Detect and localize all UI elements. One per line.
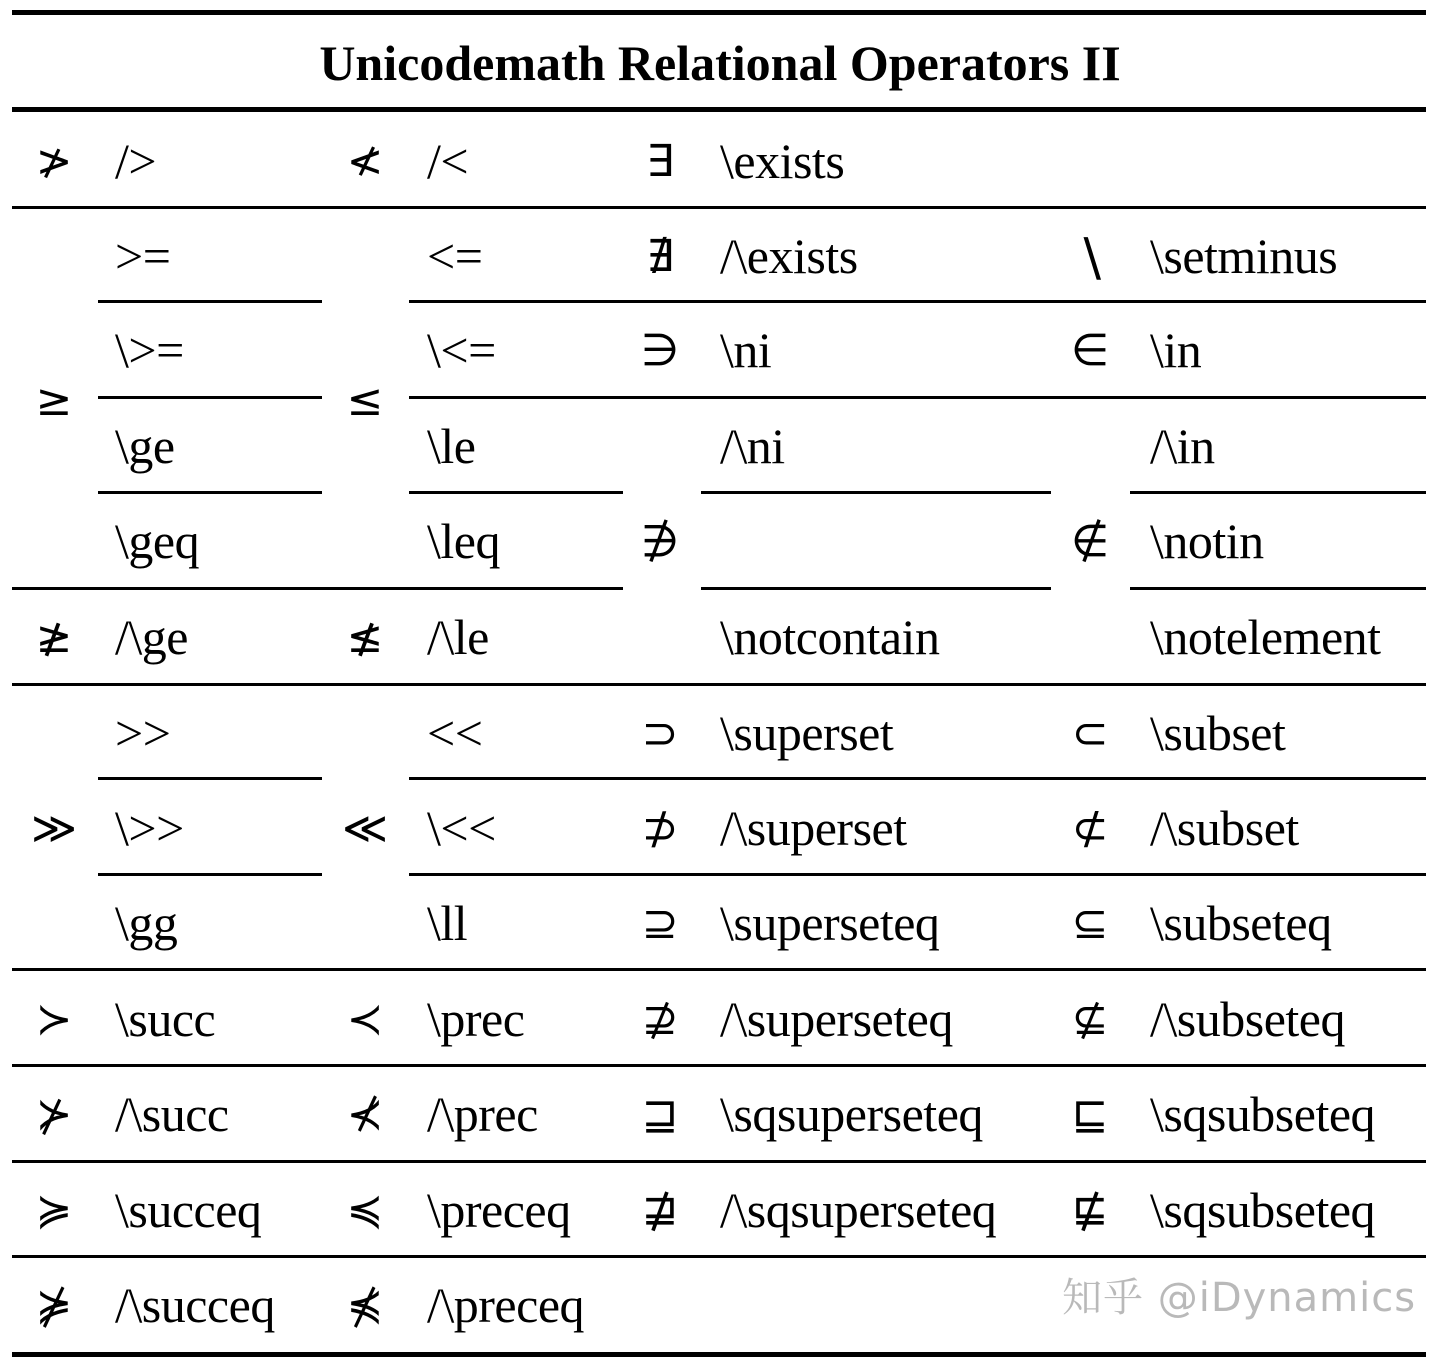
code-in: \in xyxy=(1150,322,1202,378)
code-not-ge: /\ge xyxy=(115,609,188,665)
code-notin-1: /\in xyxy=(1150,418,1215,474)
code-le-3: \le xyxy=(427,418,476,474)
code-not-prec: /\prec xyxy=(427,1086,538,1142)
code-ll-2: \<< xyxy=(427,800,496,856)
symbol-succeeds: ≻ xyxy=(35,994,73,1045)
code-succ: \succ xyxy=(115,991,216,1047)
code-le-1: <= xyxy=(427,228,483,284)
symbol-not-exists: ∄ xyxy=(646,231,674,282)
code-sqsubseteq: \sqsubseteq xyxy=(1150,1086,1376,1142)
code-gg-2: \>> xyxy=(115,800,184,856)
code-sqsuperseteq: \sqsuperseteq xyxy=(720,1086,983,1142)
symbol-subset: ⊂ xyxy=(1071,708,1109,759)
symbol-sq-superset-equal: ⊒ xyxy=(641,1089,679,1140)
code-gg-3: \gg xyxy=(115,895,178,951)
symbol-sq-subset-equal: ⊑ xyxy=(1071,1089,1109,1140)
symbol-superset-equal: ⊇ xyxy=(641,898,679,949)
symbol-not-superset-equal: ⊉ xyxy=(641,994,679,1045)
code-gg-1: >> xyxy=(115,705,171,761)
symbol-succeeds-equal: ≽ xyxy=(35,1185,73,1236)
code-prec: \prec xyxy=(427,991,525,1047)
code-superseteq: \superseteq xyxy=(720,895,940,951)
symbol-not-precedes-equal: ⋠ xyxy=(346,1280,384,1331)
code-succeq: \succeq xyxy=(115,1182,262,1238)
code-superset: \superset xyxy=(720,705,894,761)
symbol-much-greater: ≫ xyxy=(30,803,78,854)
symbol-not-subset-equal: ⊈ xyxy=(1071,994,1109,1045)
code-not-succeq: /\succeq xyxy=(115,1277,275,1333)
code-not-less: /< xyxy=(427,133,469,189)
symbol-not-contains: ∌ xyxy=(640,516,680,567)
code-subseteq: \subseteq xyxy=(1150,895,1332,951)
symbol-much-less: ≪ xyxy=(341,803,389,854)
code-not-preceq: /\preceq xyxy=(427,1277,585,1333)
symbol-not-precedes: ⊀ xyxy=(346,1089,384,1140)
row-separator xyxy=(12,587,623,590)
watermark: 知乎 @iDynamics xyxy=(1062,1275,1417,1321)
code-ge-3: \ge xyxy=(115,418,175,474)
symbol-exists: ∃ xyxy=(646,136,674,187)
symbol-precedes-equal: ≼ xyxy=(346,1185,384,1236)
symbol-not-sq-superset-equal: ⋣ xyxy=(641,1185,679,1236)
symbol-not-sq-subset-equal: ⋢ xyxy=(1071,1185,1109,1236)
code-ge-1: >= xyxy=(115,228,171,284)
symbol-not-succeeds: ⊁ xyxy=(35,1089,73,1140)
symbol-superset: ⊃ xyxy=(641,708,679,759)
code-not-succ: /\succ xyxy=(115,1086,229,1142)
code-not-greater: /> xyxy=(115,133,157,189)
symbol-subset-equal: ⊆ xyxy=(1071,898,1109,949)
row-separator xyxy=(409,396,1426,399)
code-not-sqsuperseteq: /\sqsuperseteq xyxy=(720,1182,997,1238)
symbol-setminus: ∖ xyxy=(1073,230,1107,290)
symbol-not-subset: ⊄ xyxy=(1071,803,1109,854)
code-ll-1: << xyxy=(427,705,483,761)
code-ll-3: \ll xyxy=(427,895,468,951)
table-title: Unicodemath Relational Operators II xyxy=(319,35,1121,91)
top-rule xyxy=(12,10,1426,15)
header-rule xyxy=(12,107,1426,112)
symbol-less-equal: ≤ xyxy=(346,375,384,426)
code-ni: \ni xyxy=(720,322,772,378)
code-notin-2: \notin xyxy=(1150,513,1264,569)
code-notni-3: \notcontain xyxy=(720,609,940,665)
symbol-greater-equal: ≥ xyxy=(35,375,73,426)
code-notin-3: \notelement xyxy=(1150,609,1381,665)
code-setminus: \setminus xyxy=(1150,228,1338,284)
code-not-le: /\le xyxy=(427,609,489,665)
symbol-not-element: ∉ xyxy=(1070,516,1110,567)
symbol-not-superset: ⊅ xyxy=(641,803,679,854)
symbol-not-greater-equal: ≱ xyxy=(35,612,73,663)
code-le-2: \<= xyxy=(427,322,496,378)
symbol-element-of: ∈ xyxy=(1070,325,1110,376)
symbol-not-succeeds-equal: ⋡ xyxy=(35,1280,73,1331)
code-not-superseteq: /\superseteq xyxy=(720,991,953,1047)
symbol-not-greater: ≯ xyxy=(35,136,73,187)
code-subset: \subset xyxy=(1150,705,1286,761)
symbol-contains: ∋ xyxy=(640,325,680,376)
code-ge-4: \geq xyxy=(115,513,200,569)
code-sqsubseteq-2: \sqsubseteq xyxy=(1150,1182,1376,1238)
code-ge-2: \>= xyxy=(115,322,184,378)
code-le-4: \leq xyxy=(427,513,500,569)
code-notni-1: /\ni xyxy=(720,418,785,474)
code-not-superset: /\superset xyxy=(720,800,907,856)
symbol-not-less-equal: ≰ xyxy=(346,612,384,663)
code-preceq: \preceq xyxy=(427,1182,571,1238)
code-exists: \exists xyxy=(720,133,845,189)
symbol-precedes: ≺ xyxy=(346,994,384,1045)
symbol-not-less: ≮ xyxy=(346,136,384,187)
code-not-subset: /\subset xyxy=(1150,800,1299,856)
code-not-exists: /\exists xyxy=(720,228,858,284)
code-not-subseteq: /\subseteq xyxy=(1150,991,1345,1047)
